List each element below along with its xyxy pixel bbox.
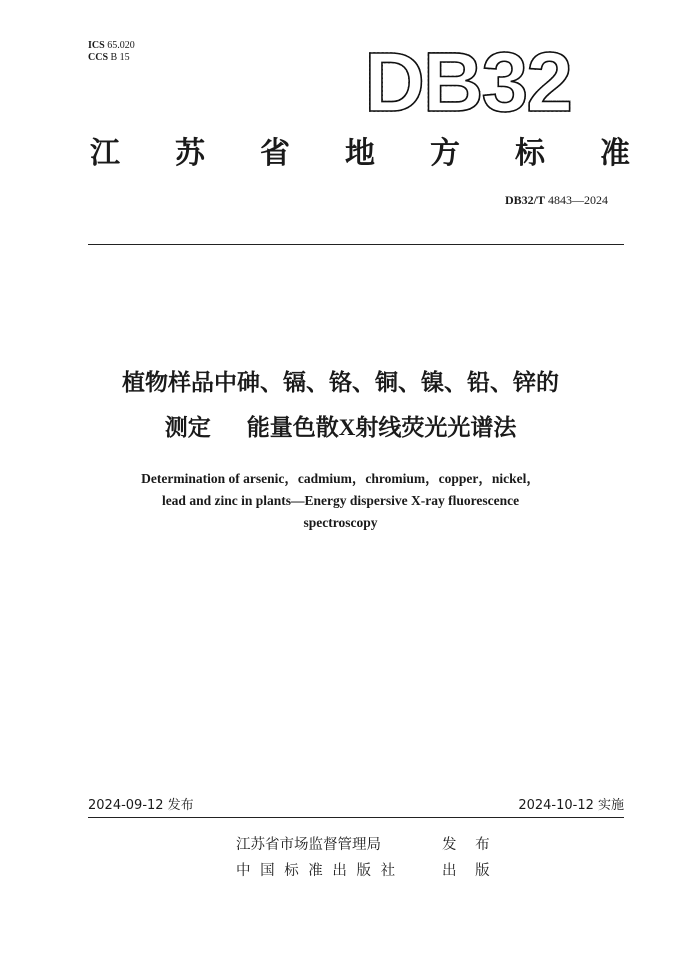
implementation-date: 2024-10-12 实施: [518, 798, 624, 813]
standard-type-char: 准: [600, 136, 630, 171]
standard-type-char: 苏: [175, 136, 205, 171]
title-en: [0, 468, 681, 534]
press-name: 中国标准出版社: [236, 863, 405, 879]
title-cn-line1: 植物样品中砷、镉、铬、铜、镍、铅、锌的: [122, 370, 559, 396]
ccs-code: CCS B 15: [88, 52, 130, 63]
issue-date: 2024-09-12 发布: [88, 798, 194, 813]
standard-number: DB32/T 4843—2024: [504, 193, 608, 207]
title-en-line2: lead and zinc in plants—Energy dispersive X-ray fluorescence: [161, 493, 520, 508]
standard-type-char: 江: [90, 136, 120, 171]
standard-type-char: 标: [515, 136, 545, 171]
issuer-action: 发 布: [442, 837, 497, 853]
footer-divider: [88, 817, 624, 818]
standard-type-title: [90, 136, 630, 172]
issuer-name: 江苏省市场监督管理局: [236, 837, 381, 853]
title-cn-line2: 测定 能量色散X射线荧光光谱法: [164, 415, 517, 441]
title-en-line1: Determination of arsenic，cadmium，chromium，copper，nickel，: [141, 471, 540, 486]
header-divider: [88, 244, 624, 245]
title-en-line3: spectroscopy: [303, 515, 378, 530]
standard-type-char: 地: [345, 136, 375, 171]
ics-code: ICS 65.020: [88, 40, 135, 51]
standard-type-char: 方: [430, 136, 460, 171]
press-action: 出 版: [442, 863, 497, 879]
db32-logo: DB32: [364, 35, 571, 129]
standard-type-char: 省: [260, 136, 290, 171]
